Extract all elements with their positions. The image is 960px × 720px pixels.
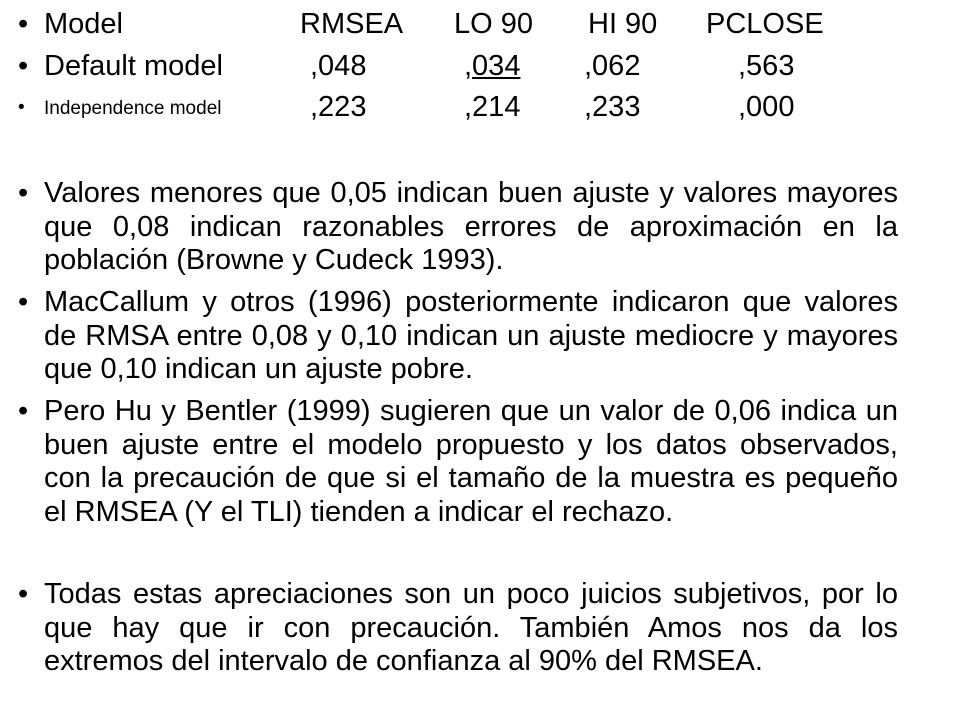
row-lo90-value: ,214: [464, 91, 521, 123]
header-hi90: HI 90: [588, 8, 658, 40]
row-model-label: Default model: [44, 50, 223, 82]
row-rmsea-value: ,048: [310, 50, 367, 82]
header-model: Model: [44, 8, 123, 40]
row-lo90-value: ,034: [464, 50, 521, 82]
bullet-paragraph: [18, 578, 898, 679]
bullet-icon: •: [18, 395, 29, 427]
header-pclose: PCLOSE: [706, 8, 824, 40]
bullet-icon: •: [18, 578, 29, 610]
bullet-paragraph: [18, 177, 898, 278]
row-pclose-value: ,000: [738, 91, 795, 123]
bullet-icon: •: [18, 286, 29, 318]
bullet-paragraph: [18, 395, 898, 529]
row-model-label: Independence model: [44, 98, 222, 119]
bullet-paragraph: [18, 286, 898, 387]
bullet-icon: •: [18, 8, 29, 40]
header-lo90: LO 90: [454, 8, 533, 40]
row-pclose-value: ,563: [738, 50, 795, 82]
row-hi90-value: ,233: [584, 91, 641, 123]
paragraph-text: Todas estas apreciaciones son un poco juicios subjetivos, por lo que hay que ir con precaución. También Amos nos da los extremos del intervalo de confianza al 90% del RMSEA.: [44, 578, 898, 677]
paragraph-text: Pero Hu y Bentler (1999) sugieren que un valor de 0,06 indica un buen ajuste entre el modelo propuesto y los datos observados, con la precaución de que si el tamaño de la muestra es pequeño el RMSEA (Y el TLI) tienden a indicar el rechazo.: [44, 395, 898, 528]
paragraph-text: MacCallum y otros (1996) posteriormente indicaron que valores de RMSA entre 0,08 y 0,10 indican un ajuste mediocre y mayores que 0,10 indican un ajuste pobre.: [44, 286, 898, 385]
bullet-icon: •: [18, 50, 29, 82]
bullet-icon: •: [18, 177, 29, 209]
row-rmsea-value: ,223: [310, 91, 367, 123]
bullet-icon: •: [18, 97, 25, 118]
paragraph-text: Valores menores que 0,05 indican buen ajuste y valores mayores que 0,08 indican razonables errores de aproximación en la población (Browne y Cudeck 1993).: [44, 177, 898, 276]
row-hi90-value: ,062: [584, 50, 641, 82]
header-rmsea: RMSEA: [300, 8, 404, 40]
